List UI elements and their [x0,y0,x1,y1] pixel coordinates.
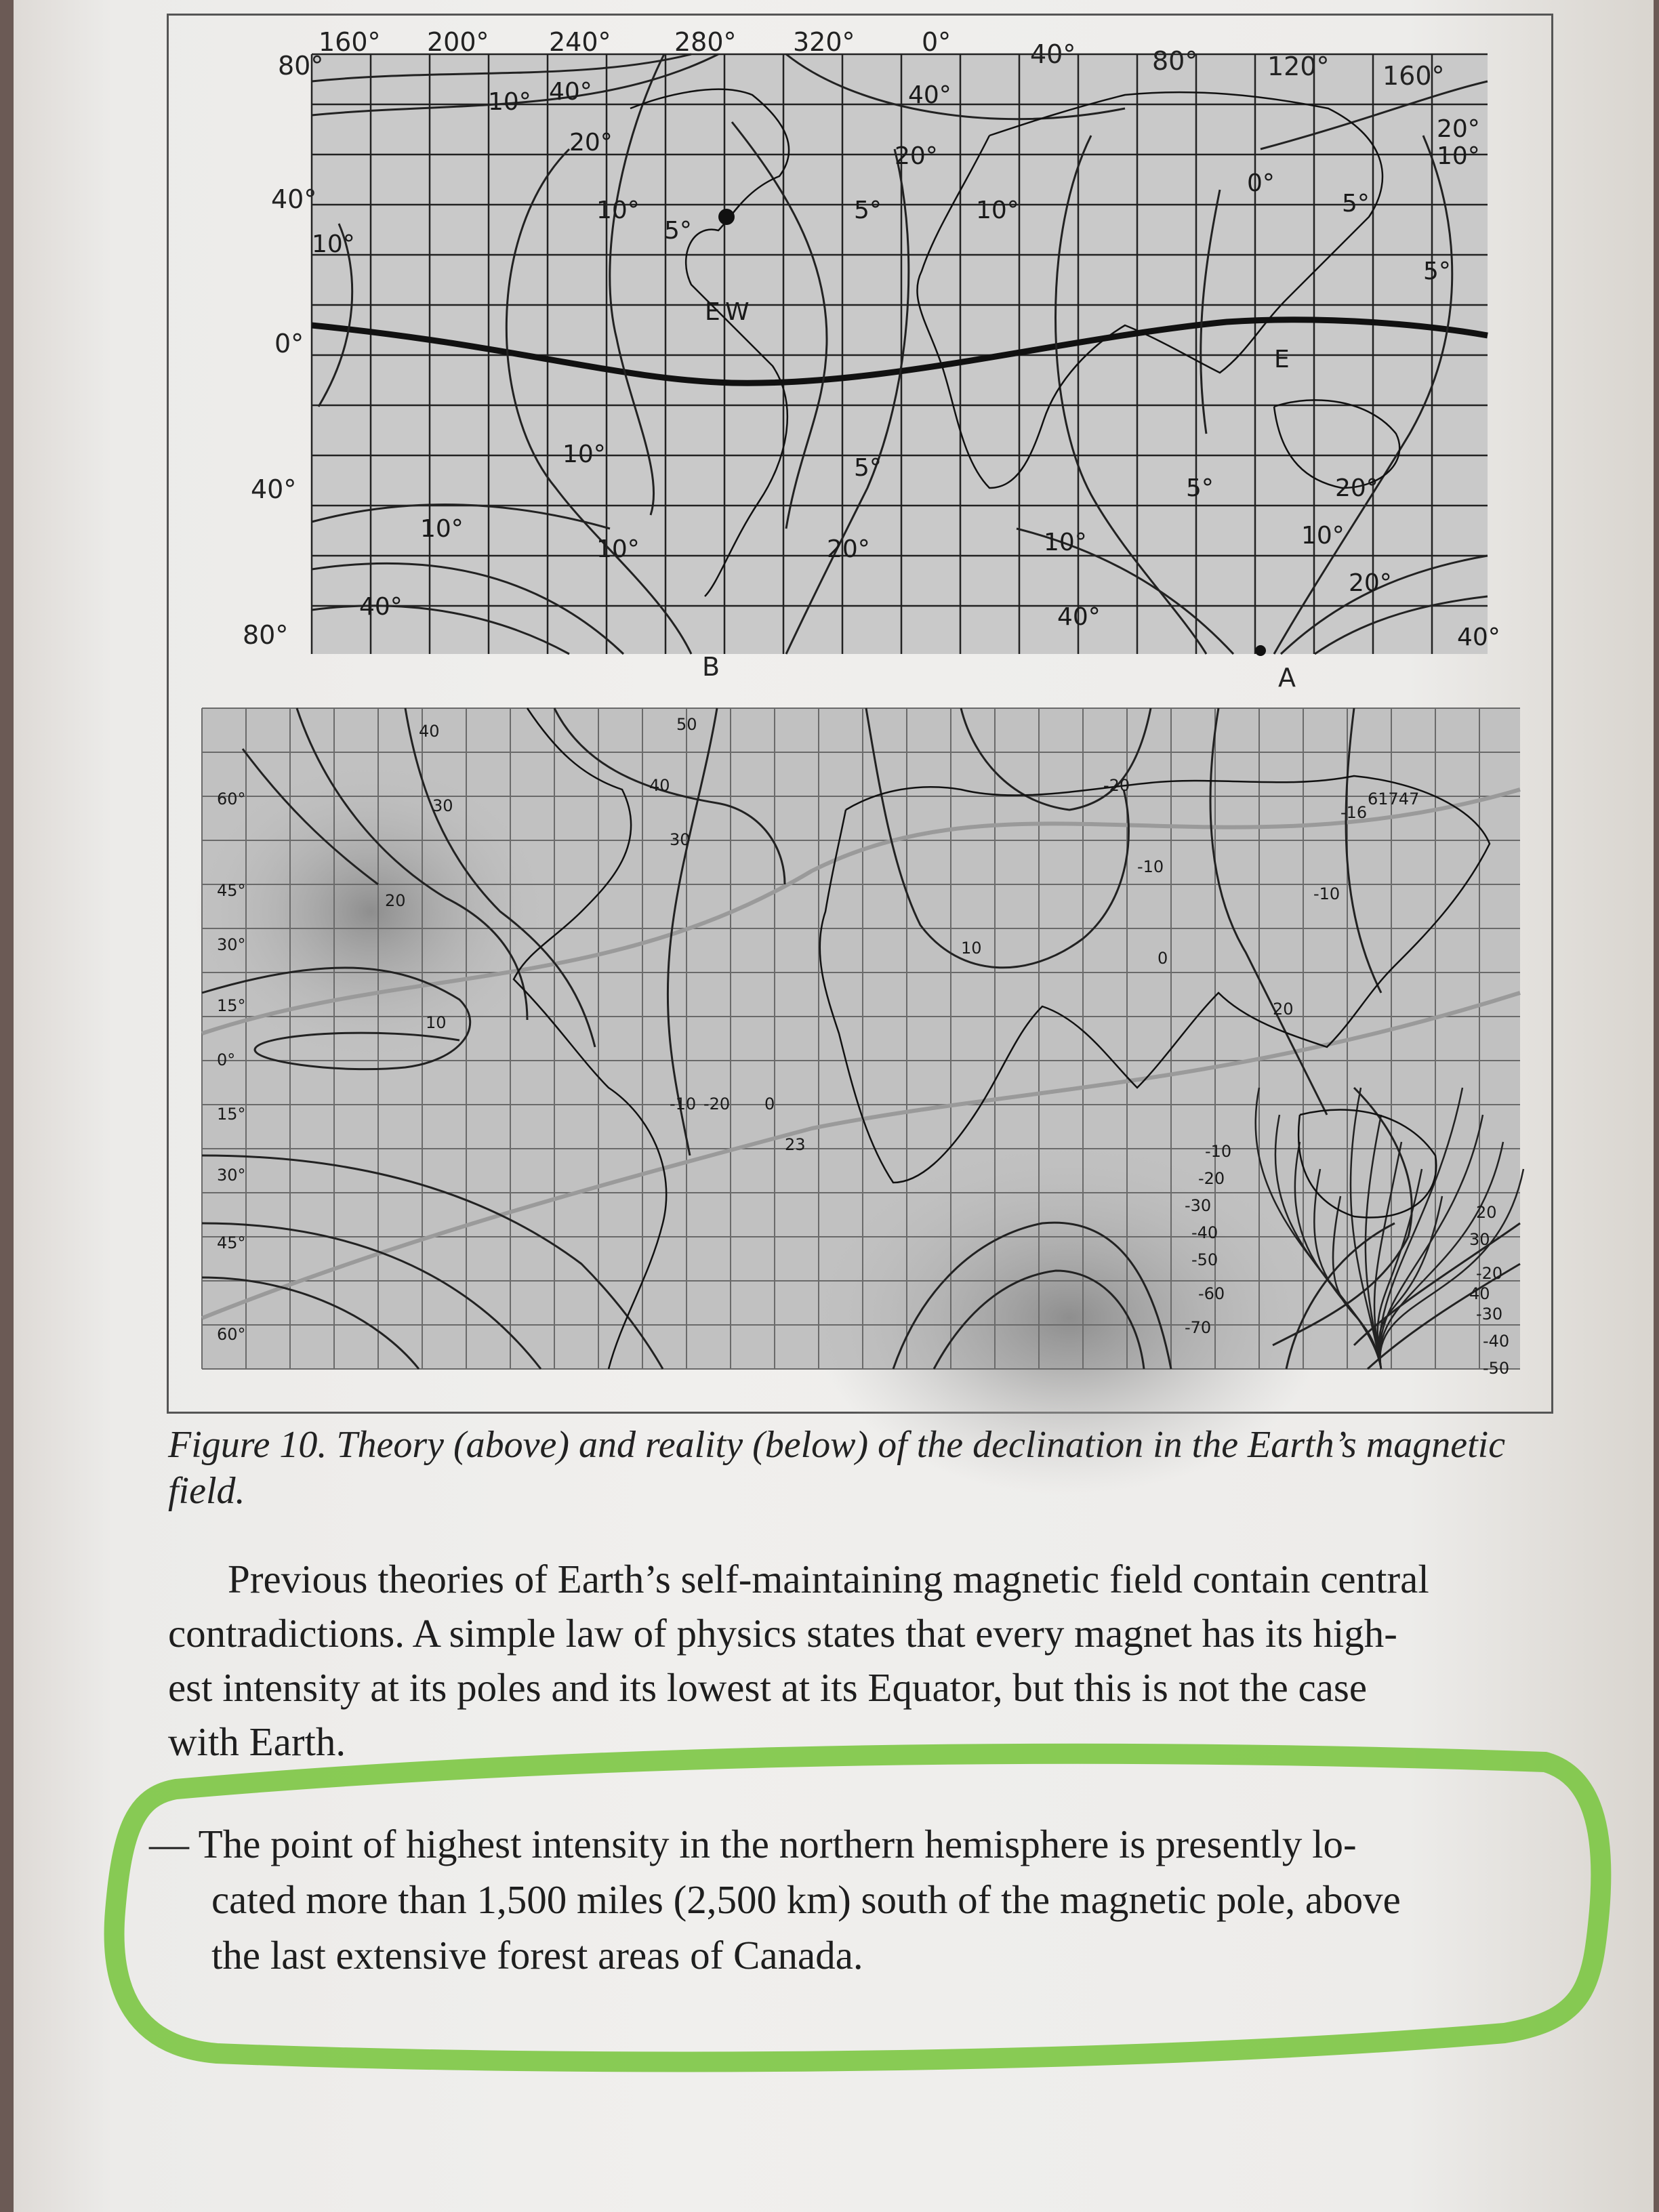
isogonic-label: 5° [1186,474,1214,502]
contour-label: -10 [1205,1142,1232,1161]
latitude-label: 45° [217,881,246,900]
contour-label: -20 [1198,1169,1225,1188]
contour-label: 20 [1273,1000,1294,1019]
isogonic-label: 10° [596,197,640,224]
isogonic-label: 10° [1301,522,1345,550]
isogonic-label: 10° [420,515,464,543]
pole-label-a: A [1278,663,1296,693]
isogonic-label: 40° [908,81,951,109]
contour-label: 30 [670,830,691,849]
latitude-label: 30° [217,935,246,954]
contour-label: -40 [1483,1332,1510,1351]
paragraph-line: contradictions. A simple law of physics states that every magnet has its high- [168,1611,1397,1656]
contour-label: 0 [1158,949,1168,968]
bullet-line: — The point of highest intensity in the northern hemisphere is presently lo- [149,1822,1357,1866]
isogonic-label: 20° [895,142,938,170]
isogonic-label: 20° [827,535,870,563]
contour-label: 40 [419,722,440,741]
isogonic-label: 40° [1057,603,1101,631]
isogonic-label: 20° [1437,115,1480,143]
isogonic-label: 10° [562,441,606,468]
isogonic-label: W [725,298,750,326]
isogonic-label: 5° [1423,258,1451,285]
contour-label: 20 [385,891,406,910]
contour-label: -20 [703,1094,731,1113]
contour-label: -10 [670,1094,697,1113]
isogonic-label: 10° [976,197,1019,224]
contour-label: -50 [1483,1359,1510,1378]
isogonic-label: 40° [1457,623,1500,651]
isogonic-label: 10° [312,230,355,258]
isogonic-label: 10° [596,535,640,563]
latitude-label: 40° [271,184,317,214]
contour-label: 23 [785,1135,806,1154]
contour-label: 20 [1476,1203,1497,1222]
isogonic-label: 40° [549,78,592,106]
isogonic-label: 5° [1342,190,1370,218]
contour-label: -10 [1313,884,1340,903]
latitude-label: 15° [217,996,246,1015]
longitude-label: 320° [793,27,855,57]
latitude-label: 15° [217,1105,246,1124]
paragraph-line: with Earth. [168,1719,346,1764]
contour-label: 50 [676,715,697,734]
isogonic-label: E [1274,346,1290,373]
longitude-label: 80° [1152,46,1198,76]
highlighted-bullet [149,1816,1586,1983]
contour-label: -20 [1103,776,1130,795]
isogonic-label: E [705,298,720,326]
contour-label: 40 [1469,1284,1490,1303]
map-annotation: 61747 [1368,790,1420,808]
contour-label: -30 [1476,1305,1503,1324]
contour-label: -50 [1191,1250,1218,1269]
isogonic-label: 20° [1349,569,1392,597]
contour-label: 30 [432,796,453,815]
contour-label: 10 [426,1013,447,1032]
contour-label: 10 [961,939,982,958]
latitude-label: 0° [274,329,304,359]
isogonic-label: 5° [854,197,882,224]
latitude-label: 45° [217,1233,246,1252]
isogonic-label: 10° [1044,529,1087,556]
isogonic-label: 5° [664,217,692,245]
latitude-label: 40° [251,474,297,504]
isogonic-label: 20° [569,129,613,157]
isogonic-label: 20° [1335,474,1378,502]
contour-label: -60 [1198,1284,1225,1303]
paragraph-line: est intensity at its poles and its lowest at its Equator, but this is not the case [168,1665,1368,1710]
isogonic-label: 5° [854,454,882,482]
contour-label: -16 [1340,803,1368,822]
pole-label-b: B [702,652,720,682]
longitude-label: 200° [427,27,489,57]
contour-label: 40 [649,776,670,795]
latitude-label: 80° [278,51,324,81]
latitude-label: 60° [217,790,246,808]
longitude-label: 160° [319,27,381,57]
isogonic-label: 40° [359,593,403,621]
caption-line: field. [168,1470,245,1512]
contour-label: -30 [1185,1196,1212,1215]
bullet-line: cated more than 1,500 miles (2,500 km) south of the magnetic pole, above [211,1877,1401,1922]
contour-label: 0 [764,1094,775,1113]
isogonic-label: 10° [1437,142,1480,170]
latitude-label: 60° [217,1325,246,1344]
paragraph-line: Previous theories of Earth’s self-maintaining magnetic field contain central [228,1557,1429,1601]
longitude-label: 120° [1267,52,1330,81]
isogonic-label: 10° [488,88,531,116]
latitude-label: 80° [243,620,289,650]
contour-label: -40 [1191,1223,1218,1242]
contour-label: -70 [1185,1318,1212,1337]
longitude-label: 240° [549,27,611,57]
book-page [14,0,1654,2212]
longitude-label: 280° [674,27,737,57]
contour-label: 30 [1469,1230,1490,1249]
bullet-line: the last extensive forest areas of Canada. [211,1933,863,1978]
latitude-label: 0° [217,1050,236,1069]
longitude-label: 160° [1382,61,1445,91]
longitude-label: 0° [922,27,951,57]
caption-line: Figure 10. Theory (above) and reality (below) of the declination in the Earth’s magnetic [168,1424,1506,1466]
contour-label: -20 [1476,1264,1503,1283]
isogonic-label: 0° [1247,169,1275,197]
longitude-label: 40° [1030,39,1076,69]
latitude-label: 30° [217,1166,246,1185]
contour-label: -10 [1137,857,1164,876]
